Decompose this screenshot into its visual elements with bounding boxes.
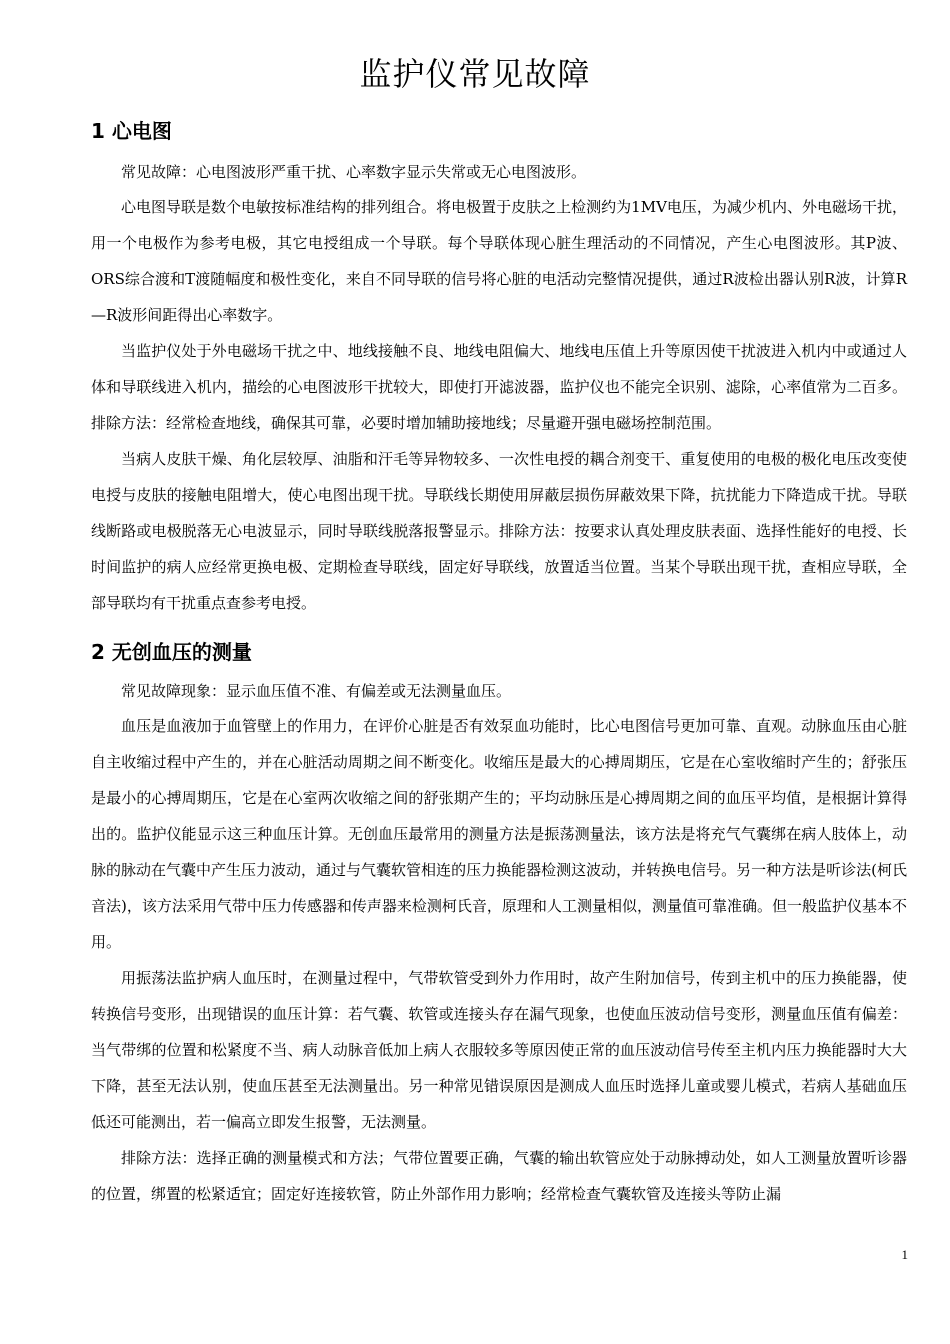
section-nibp [91, 638, 907, 1212]
section-ecg [91, 117, 907, 621]
paragraph: 当病人皮肤干燥、角化层较厚、油脂和汗毛等异物较多、一次性电授的耦合剂变干、重复使用的电极的极化电压改变使电授与皮肤的接触电阻增大，使心电图出现干扰。导联线长期使用屏蔽层损伤屏蔽效果下降，抗扰能力下降造成干扰。导联线断路或电极脱落无心电波显示，同时导联线脱落报警显示。排除方法：按要求认真处理皮肤表面、选择性能好的电授、长时间监护的病人应经常更换电极、定期检查导联线，固定好导联线，放置适当位置。当某个导联出现干扰，查相应导联，全部导联均有干扰重点查参考电授。 [91, 450, 907, 612]
document-title: 监护仪常见故障 [359, 55, 591, 93]
paragraph: 排除方法：选择正确的测量模式和方法；气带位置要正确，气囊的输出软管应处于动脉搏动处，如人工测量放置听诊器的位置，绑置的松紧适宜；固定好连接软管，防止外部作用力影响；经常检查气囊软管及连接头等防止漏 [91, 1149, 907, 1203]
paragraph: 当监护仪处于外电磁场干扰之中、地线接触不良、地线电阻偏大、地线电压值上升等原因使干扰波进入机内中或通过人体和导联线进入机内，描绘的心电图波形干扰较大，即使打开滤波器，监护仪也不能完全识别、滤除，心率值常为二百多。排除方法：经常检查地线，确保其可靠，必要时增加辅助接地线；尽量避开强电磁场控制范围。 [91, 342, 907, 432]
page-number: 1 [901, 1247, 908, 1262]
paragraph: 血压是血液加于血管壁上的作用力，在评价心脏是否有效泵血功能时，比心电图信号更加可靠、直观。动脉血压由心脏自主收缩过程中产生的，并在心脏活动周期之间不断变化。收缩压是最大的心搏周期压，它是在心室收缩时产生的；舒张压是最小的心搏周期压，它是在心室两次收缩之间的舒张期产生的；平均动脉压是心搏周期之间的血压平均值，是根据计算得出的。监护仪能显示这三种血压计算。无创血压最常用的测量方法是振荡测量法，该方法是将充气气囊绑在病人肢体上，动脉的脉动在气囊中产生压力波动，通过与气囊软管相连的压力换能器检测这波动，并转换电信号。另一种方法是听诊法(柯氏音法)，该方法采用气带中压力传感器和传声器来检测柯氏音，原理和人工测量相似，测量值可靠准确。但一般监护仪基本不用。 [91, 717, 907, 951]
paragraph: 常见故障：心电图波形严重干扰、心率数字显示失常或无心电图波形。 [121, 163, 587, 181]
paragraph: 常见故障现象：显示血压值不准、有偏差或无法测量血压。 [121, 682, 512, 700]
paragraph: 用振荡法监护病人血压时，在测量过程中，气带软管受到外力作用时，故产生附加信号，传到主机中的压力换能器，使转换信号变形，出现错误的血压计算：若气囊、软管或连接头存在漏气现象，也使血压波动信号变形，测量血压值有偏差：当气带绑的位置和松紧度不当、病人动脉音低加上病人衣服较多等原因使正常的血压波动信号传至主机内压力换能器时大大下降，甚至无法认别，使血压甚至无法测量出。另一种常见错误原因是测成人血压时选择儿童或婴儿模式，若病人基础血压低还可能测出，若一偏高立即发生报警，无法测量。 [91, 969, 907, 1131]
section-heading-ecg: 1 心电图 [91, 119, 172, 143]
section-heading-nibp: 2 无创血压的测量 [91, 640, 252, 664]
paragraph: 心电图导联是数个电敏按标准结构的排列组合。将电极置于皮肤之上检测约为1MV电压，为减少机内、外电磁场干扰，用一个电极作为参考电极，其它电授组成一个导联。每个导联体现心脏生理活动的不同情况，产生心电图波形。其P波、ORS综合渡和T渡随幅度和极性变化，来自不同导联的信号将心脏的电活动完整情况提供，通过R波检出器认别R波，计算R—R波形间距得出心率数字。 [91, 198, 907, 324]
